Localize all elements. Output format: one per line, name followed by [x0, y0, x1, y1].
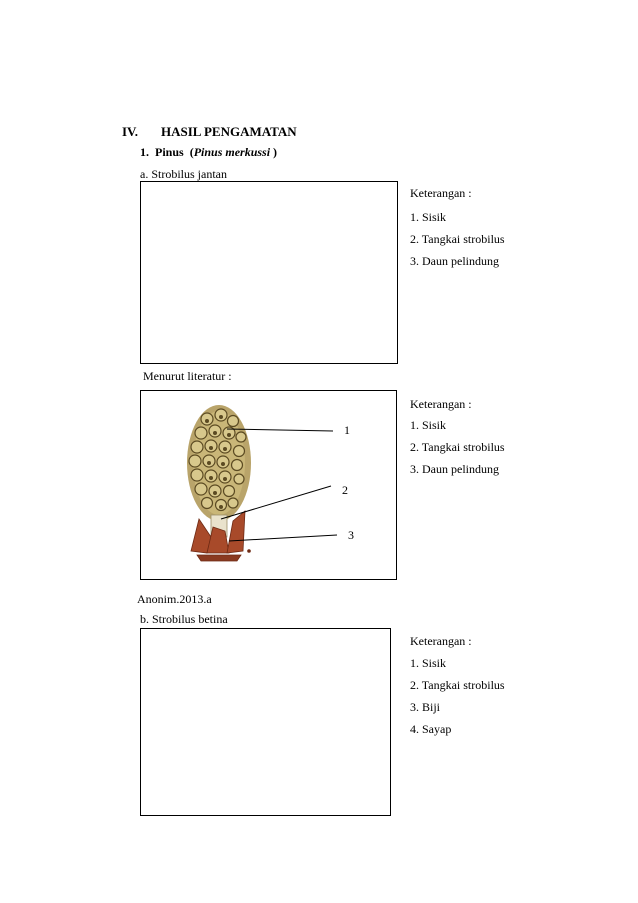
subsection-name: Pinus: [155, 145, 184, 159]
subsection-heading: [140, 145, 277, 160]
pointer-number: 3: [348, 528, 354, 542]
pointer-number: 1: [344, 423, 350, 437]
literature-item: 2. Tangkai strobilus: [410, 440, 505, 454]
literature-label: Menurut literatur :: [143, 369, 232, 383]
pointer-number: 2: [342, 483, 348, 497]
pointer-line-3: [229, 535, 337, 541]
subsection-number: 1.: [140, 145, 149, 159]
part-b-item: 1. Sisik: [410, 656, 447, 670]
part-b-label: b. Strobilus betina: [140, 612, 228, 626]
section-number: IV.: [122, 124, 139, 139]
part-b-item: 2. Tangkai strobilus: [410, 678, 505, 692]
part-a-item: 1. Sisik: [410, 210, 447, 224]
latin-paren-open: (: [189, 145, 194, 159]
male-strobilus-illustration: [141, 391, 396, 579]
part-a-drawing-box: [140, 181, 398, 364]
literature-source: Anonim.2013.a: [137, 592, 212, 606]
part-b-item: 3. Biji: [410, 700, 441, 714]
part-a-keterangan-title: Keterangan :: [410, 186, 472, 200]
cone-body: [187, 405, 251, 521]
subsection-latin: Pinus merkussi: [193, 145, 271, 159]
part-b-drawing-box: [140, 628, 391, 816]
latin-paren-close: ): [273, 145, 278, 159]
literature-item: 1. Sisik: [410, 418, 447, 432]
part-a-label: a. Strobilus jantan: [140, 167, 227, 181]
part-a-item: 2. Tangkai strobilus: [410, 232, 505, 246]
part-b-keterangan-title: Keterangan :: [410, 634, 472, 648]
image-speck: [247, 549, 251, 553]
part-a-item: 3. Daun pelindung: [410, 254, 499, 268]
section-title: HASIL PENGAMATAN: [161, 124, 297, 139]
literature-keterangan-title: Keterangan :: [410, 397, 472, 411]
part-b-item: 4. Sayap: [410, 722, 452, 736]
literature-image-box: [140, 390, 397, 580]
literature-item: 3. Daun pelindung: [410, 462, 499, 476]
